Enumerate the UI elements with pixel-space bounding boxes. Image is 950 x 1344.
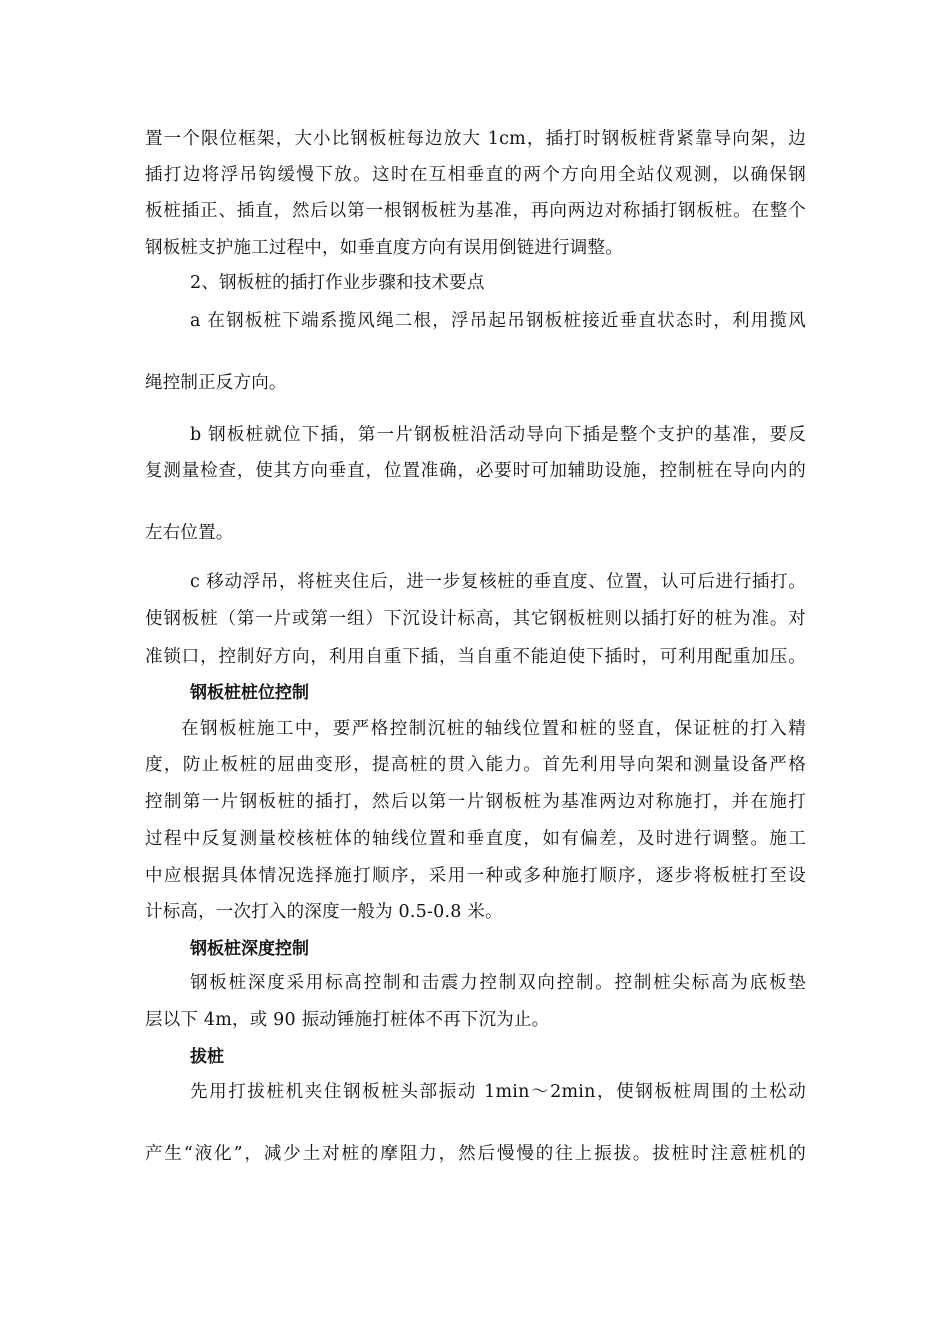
paragraph-line: 度，防止板桩的屈曲变形，提高桩的贯入能力。首先利用导向架和测量设备严格 bbox=[145, 755, 806, 775]
heading-pile-extraction: 拔桩 bbox=[190, 1047, 224, 1067]
paragraph-line: 控制第一片钢板桩的插打，然后以第一片钢板桩为基准两边对称施打，并在施打 bbox=[145, 792, 806, 812]
paragraph-line: 插打边将浮吊钩缓慢下放。这时在互相垂直的两个方向用全站仪观测，以确保钢 bbox=[145, 165, 806, 185]
paragraph-line: 绳控制正反方向。 bbox=[145, 373, 287, 393]
paragraph-line: 准锁口，控制好方向，利用自重下插，当自重不能迫使下插时，可利用配重加压。 bbox=[145, 647, 806, 667]
paragraph-line: 使钢板桩（第一片或第一组）下沉设计标高，其它钢板桩则以插打好的桩为准。对 bbox=[145, 609, 806, 629]
paragraph-line: 置一个限位框架，大小比钢板桩每边放大 1cm，插打时钢板桩背紧靠导向架，边 bbox=[145, 129, 806, 149]
paragraph-line: 左右位置。 bbox=[145, 523, 234, 543]
paragraph-line: 中应根据具体情况选择施打顺序，采用一种或多种施打顺序，逐步将板桩打至设 bbox=[145, 866, 806, 886]
paragraph-line: 板桩插正、插直，然后以第一根钢板桩为基准，再向两边对称插打钢板桩。在整个 bbox=[145, 201, 806, 221]
paragraph-line: 产生“液化”，减少土对桩的摩阻力，然后慢慢的往上振拔。拔桩时注意桩机的 bbox=[145, 1144, 806, 1164]
paragraph-line: 在钢板桩施工中，要严格控制沉桩的轴线位置和桩的竖直，保证桩的打入精 bbox=[181, 719, 806, 739]
paragraph-line: 过程中反复测量校核桩体的轴线位置和垂直度，如有偏差，及时进行调整。施工 bbox=[145, 829, 806, 849]
paragraph-line: 钢板桩支护施工过程中，如垂直度方向有误用倒链进行调整。 bbox=[145, 238, 623, 258]
paragraph-line: c 移动浮吊，将桩夹住后，进一步复核桩的垂直度、位置，认可后进行插打。 bbox=[190, 572, 806, 592]
paragraph-line: 钢板桩深度采用标高控制和击震力控制双向控制。控制桩尖标高为底板垫 bbox=[190, 973, 806, 993]
paragraph-line: 先用打拔桩机夹住钢板桩头部振动 1min～2min，使钢板桩周围的土松动 bbox=[190, 1082, 806, 1102]
paragraph-line: a 在钢板桩下端系揽风绳二根，浮吊起吊钢板桩接近垂直状态时，利用揽风 bbox=[190, 311, 806, 331]
paragraph-line: b 钢板桩就位下插，第一片钢板桩沿活动导向下插是整个支护的基准，要反 bbox=[190, 425, 806, 445]
heading-depth-control: 钢板桩深度控制 bbox=[190, 939, 309, 959]
heading-position-control: 钢板桩桩位控制 bbox=[190, 683, 309, 703]
section-title: 2、钢板桩的插打作业步骤和技术要点 bbox=[190, 273, 485, 293]
paragraph-line: 计标高，一次打入的深度一般为 0.5-0.8 米。 bbox=[145, 902, 503, 922]
paragraph-line: 层以下 4m，或 90 振动锤施打桩体不再下沉为止。 bbox=[145, 1010, 550, 1030]
paragraph-line: 复测量检查，使其方向垂直，位置准确，必要时可加辅助设施，控制桩在导向内的 bbox=[145, 461, 806, 481]
